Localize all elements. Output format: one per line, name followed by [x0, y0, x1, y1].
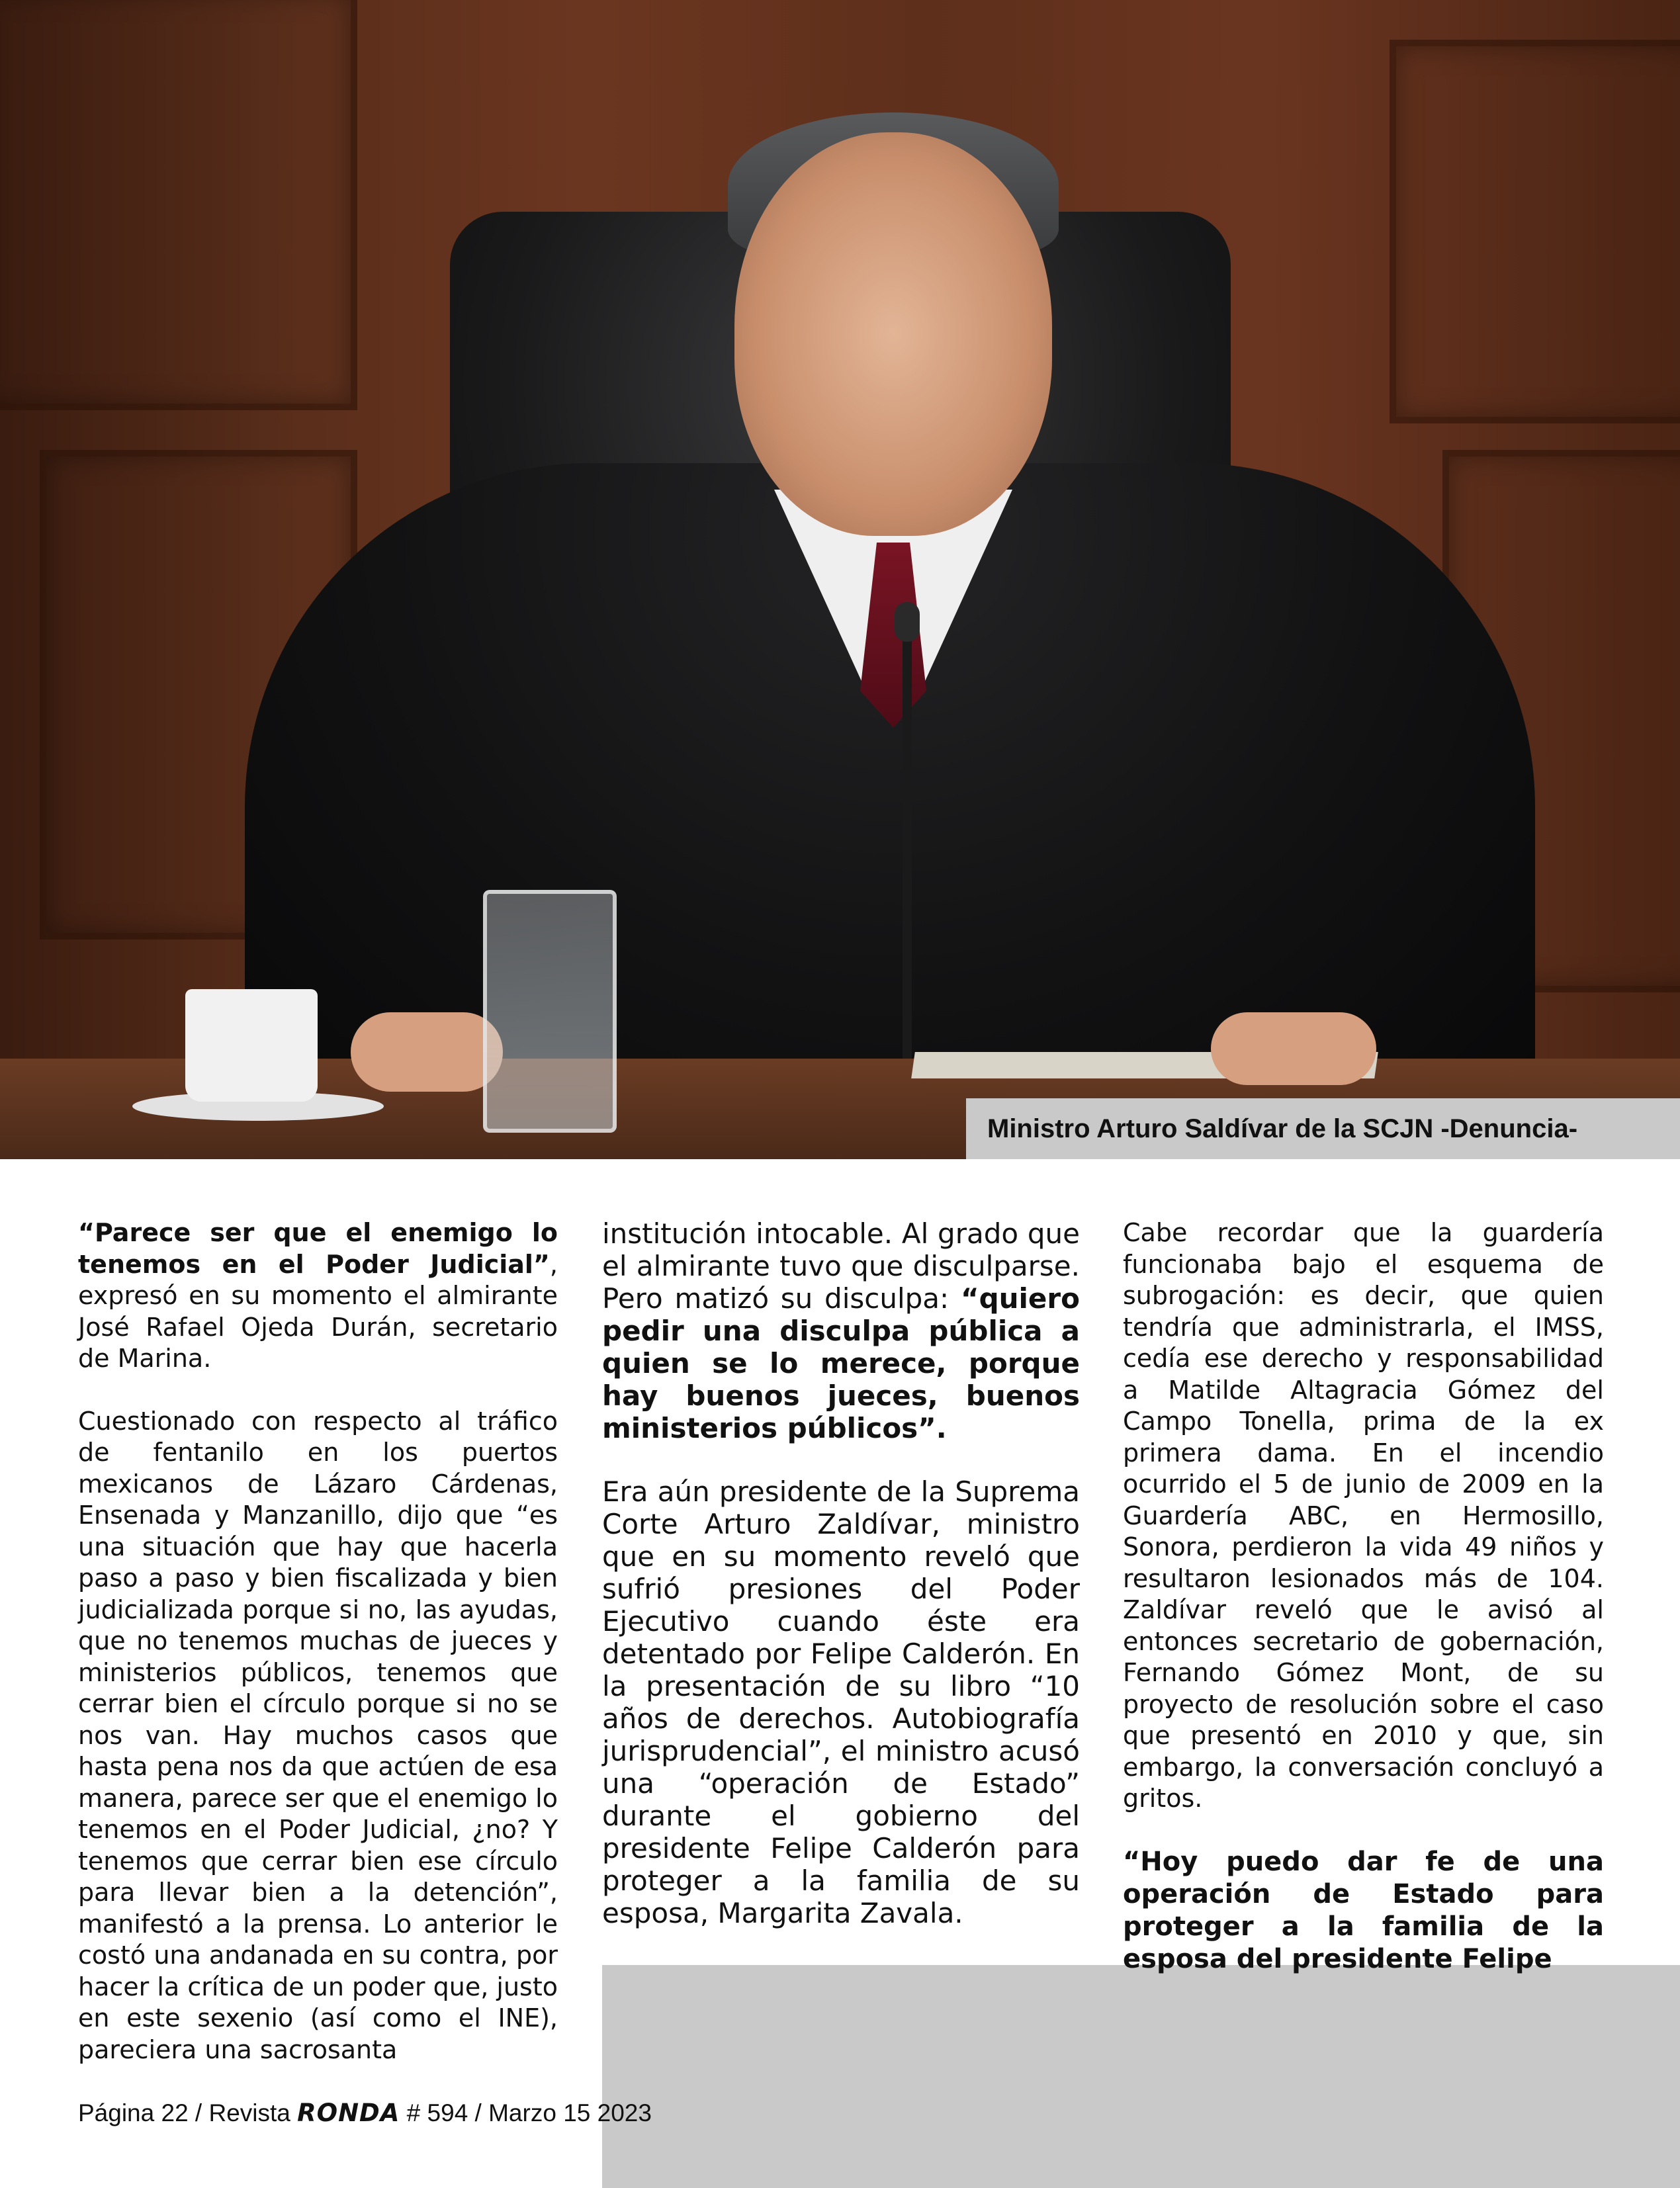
right-hand [1211, 1012, 1376, 1085]
microphone-stand [903, 615, 912, 1118]
paragraph: Cuestionado con respecto al tráfico de fentanilo en los puertos mexicanos de Lázaro Cárdenas, Ensenada y Manzanillo, dijo que “es una situación que hay que hacerla paso a paso y bien fiscalizada y bien judicializada porque si no, las ayudas, que no tenemos muchas de jueces y ministerios públicos, tenemos que cerrar bien el círculo porque si no se nos van. Hay muchos casos que hasta pena nos da que actúen de esa manera, parece ser que el enemigo lo tenemos en el Poder Judicial, ¿no? Y tenemos que cerrar bien ese círculo para llevar bien a la detención”, manifestó a la prensa. Lo anterior le costó una andanada en su contra, por hacer la crítica de un poder que, justo en este sexenio (así como el INE), pareciera una sacrosanta [78, 1406, 558, 2064]
wood-panel [1390, 40, 1680, 423]
footer-suffix: # 594 / Marzo 15 2023 [400, 2099, 652, 2126]
article-column-1 [78, 1217, 558, 2097]
face [734, 132, 1052, 536]
photo-caption: Ministro Arturo Saldívar de la SCJN -Denuncia- [987, 1114, 1578, 1143]
paragraph: Cabe recordar que la guardería funcionaba bajo el esquema de subrogación: es decir, que quien tendría que administrarla, el IMSS, cedía ese derecho y responsabilidad a Matilde Altagracia Gómez del Campo Tonella, prima de la ex primera dama. En el incendio ocurrido el 5 de junio de 2009 en la Guardería ABC, en Hermosillo, Sonora, perdieron la vida 49 niños y resultaron lesionados más de 104. Zaldívar reveló que le avisó al entonces secretario de gobernación, Fernando Gómez Mont, de su proyecto de resolución sobre el caso que presentó en 2010 y que, sin embargo, la conversación concluyó a gritos. [1123, 1218, 1604, 1813]
footer-prefix: Página 22 / Revista [78, 2099, 298, 2126]
paragraph-text: , expresó en su momento el almirante José Rafael Ojeda Durán, secretario de Marina. [78, 1249, 558, 1373]
paragraph [78, 1217, 558, 1375]
microphone [895, 602, 920, 642]
page-footer [78, 2099, 652, 2127]
article-column-2 [602, 1217, 1080, 1960]
paragraph-text: institución intocable. Al grado que el almirante tuvo que disculparse. Pero matizó su disculpa: [602, 1217, 1080, 1315]
water-glass [483, 890, 617, 1133]
wood-panel [0, 0, 357, 410]
quote-bold: “Hoy puedo dar fe de una operación de Estado para proteger a la familia de la esposa del presidente Felipe [1123, 1846, 1604, 1974]
paragraph: Era aún presidente de la Suprema Corte Arturo Zaldívar, ministro que en su momento reveló que sufrió presiones del Poder Ejecutivo cuando éste era detentado por Felipe Calderón. En la presentación de su libro “10 años de derechos. Autobiografía jurisprudencial”, el ministro acusó una “operación de Estado” durante el gobierno del presidente Felipe Calderón para proteger a la familia de su esposa, Margarita Zavala. [602, 1475, 1080, 1929]
quote-bold: “Parece ser que el enemigo lo tenemos en el Poder Judicial” [78, 1218, 558, 1279]
quote-bold: “quiero pedir una disculpa pública a quien se lo merece, porque hay buenos jueces, buenos ministerios públicos”. [602, 1282, 1080, 1444]
left-hand [351, 1012, 503, 1092]
coffee-cup [185, 989, 318, 1102]
article-column-3 [1123, 1217, 1604, 2007]
magazine-brand: RONDA [297, 2099, 400, 2127]
paragraph [602, 1217, 1080, 1444]
